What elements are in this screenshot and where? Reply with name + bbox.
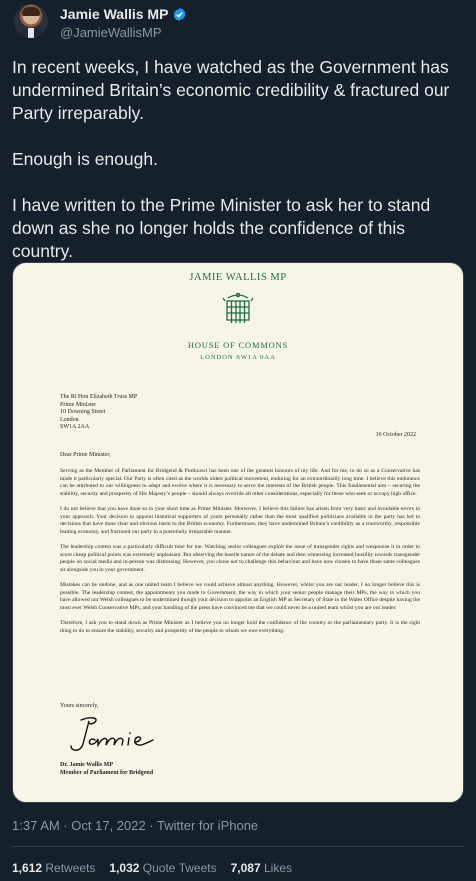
recipient-line: London bbox=[60, 416, 79, 423]
tweet-image-letter[interactable] bbox=[12, 262, 464, 803]
quote-tweets-label: Quote Tweets bbox=[142, 861, 217, 875]
letterhead-name: JAMIE WALLIS MP bbox=[189, 272, 287, 283]
author-name-row[interactable] bbox=[60, 6, 187, 22]
tweet-header bbox=[14, 4, 464, 44]
letter-body bbox=[60, 468, 420, 643]
tweet-paragraph: I have written to the Prime Minister to ask her to stand down as she no longer holds the confidence of this country. bbox=[12, 195, 431, 261]
letter-paragraph: Serving as the Member of Parliament for Bridgend & Porthcawl has been one of the greatest honours of my life. And for me, to do so as a Conservative has made it particularly special. Our Party is often cited as the worlds oldest political movement, enduring for an extraordinarily long time. I believe this endurance can be attributed to our willingness to adapt and evolve where it is necessary to serve the interests of the British people. This fundamental aim – securing the stability, security and prosperity of His Majesty’s people – should always override all other considerations, especially for those who seek or occupy high office. bbox=[60, 468, 420, 497]
author-handle[interactable]: @JamieWallisMP bbox=[60, 25, 162, 40]
recipient-line: Prime Minister bbox=[60, 401, 97, 408]
signoff-line: Member of Parliament for Bridgend bbox=[60, 770, 154, 776]
signoff-line: Dr. Jamie Wallis MP bbox=[60, 762, 113, 768]
letter-paragraph: Therefore, I ask you to stand down as Prime Minister as I believe you no longer hold the confidence of the country or the parliamentary party. It is the right thing to do to ensure the stability, security and prosperity of the people to whom we owe everything. bbox=[60, 620, 420, 634]
tweet-paragraph: Enough is enough. bbox=[12, 149, 158, 169]
recipient-line: The Rt Hon Elizabeth Truss MP bbox=[60, 394, 138, 400]
letter-paragraph: I do not believe that you have done so in your short time as Prime Minister. Moreover, I believe this failure has arisen from very basic and avoidable errors in your approach. Your decision to appoint historical supporters of yours personally rather than the most qualified politicians available in the party has led to decisions that have done clear and obvious harm to the British economy. Furthermore, they have undermined Britain’s credibility as a trustworthy, responsible leading economy, and fractured our party in a potentially irreparable manner. bbox=[60, 506, 420, 535]
retweets-stat[interactable] bbox=[12, 861, 95, 875]
letter-document bbox=[13, 263, 463, 802]
recipient-address bbox=[60, 394, 137, 432]
tweet-timestamp[interactable]: 1:37 AM · Oct 17, 2022 · Twitter for iPhone bbox=[12, 818, 259, 833]
tweet-stats bbox=[12, 861, 292, 875]
retweets-label: Retweets bbox=[45, 861, 96, 875]
likes-label: Likes bbox=[263, 861, 292, 875]
verified-badge-icon bbox=[172, 7, 187, 22]
letter-paragraph: Mistakes can be undone, and as one united team I believe we could achieve almost anything. However, whilst you are our leader, I no longer believe this is possible. The leadership contest, the appointments you made to Government, the way in which your senior people manage their MPs, the way in which you have allowed our Welsh colleagues to be undermined though your decision to appoint an English MP as Secretary of State in the Wales Office despite having the most ever Welsh Conservative MPs, and your handling of the press have convinced me that we could never be a united team whilst you are our leader. bbox=[60, 582, 420, 611]
letter-paragraph: The leadership contest was a particularly difficult time for me. Watching senior colleagues exploit the issue of transgender rights and weaponise it in order to score cheap political points was extremely unpleasant. But observing the hostile nature of the debate and then witnessing increased hostility towards transgender people on social media and in-person was distressing. However, you chose not to challenge this behaviour and have now chosen to have those same colleagues sit alongside you in your government. bbox=[60, 544, 420, 573]
likes-stat[interactable] bbox=[231, 861, 292, 875]
letterhead-address: LONDON SW1A 0AA bbox=[200, 354, 276, 361]
letter-salutation: Dear Prime Minister, bbox=[60, 452, 111, 458]
divider bbox=[12, 846, 464, 847]
retweets-count: 1,612 bbox=[12, 861, 43, 875]
quote-tweets-count: 1,032 bbox=[109, 861, 140, 875]
recipient-line: SW1A 2AA bbox=[60, 424, 90, 431]
recipient-line: 10 Downing Street bbox=[60, 409, 106, 416]
letter-closing: Yours sincerely, bbox=[60, 703, 99, 709]
tweet-text bbox=[12, 56, 464, 263]
quote-tweets-stat[interactable] bbox=[109, 861, 216, 875]
author-display-name[interactable]: Jamie Wallis MP bbox=[60, 6, 169, 22]
portcullis-crest-icon bbox=[222, 292, 254, 328]
letter-date: 16 October 2022 bbox=[375, 432, 416, 438]
letter-signoff bbox=[60, 761, 153, 777]
likes-count: 7,087 bbox=[230, 861, 261, 875]
handwritten-signature bbox=[65, 712, 165, 757]
tweet-paragraph: In recent weeks, I have watched as the Government has undermined Britain’s economic credibility & fractured our Party irreparably. bbox=[12, 57, 450, 123]
letterhead-house: HOUSE OF COMMONS bbox=[187, 340, 289, 350]
avatar[interactable] bbox=[14, 4, 48, 38]
